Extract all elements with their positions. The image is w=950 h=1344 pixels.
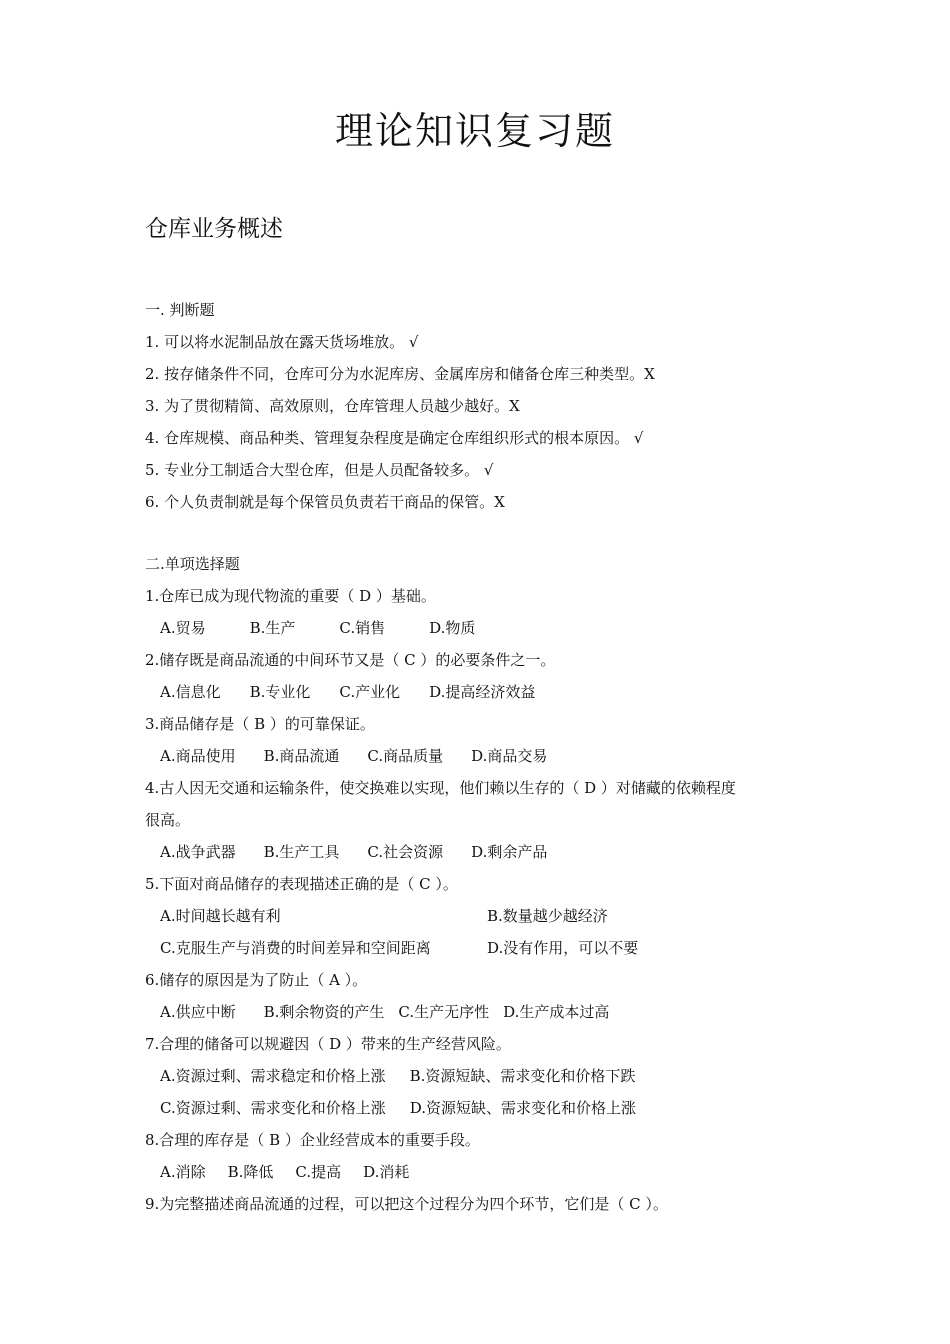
- option: B.剩余物资的产生: [263, 1003, 385, 1021]
- option: A.战争武器: [160, 843, 236, 861]
- document-title: 理论知识复习题: [334, 109, 615, 153]
- option: D.商品交易: [471, 747, 548, 765]
- option: B.生产: [249, 619, 296, 637]
- question-stem: 2.储存既是商品流通的中间环节又是（ C ）的必要条件之一。: [145, 651, 556, 669]
- question-options: [145, 836, 835, 868]
- option: D.剩余产品: [471, 843, 548, 861]
- question-options: [145, 1092, 835, 1124]
- option: C.克服生产与消费的时间差异和空间距离: [160, 939, 431, 957]
- option: B.降低: [227, 1163, 274, 1181]
- option: B.生产工具: [263, 843, 340, 861]
- option: D.物质: [429, 619, 476, 637]
- option: D.没有作用，可以不要: [487, 939, 639, 957]
- option: C.社会资源: [367, 843, 444, 861]
- option: A.贸易: [160, 619, 206, 637]
- option: D.资源短缺、需求变化和价格上涨: [409, 1099, 636, 1117]
- tf-item: 5. 专业分工制适合大型仓库，但是人员配备较多。 √: [145, 461, 494, 479]
- option: C.销售: [339, 619, 386, 637]
- question-options: [145, 612, 835, 644]
- section-heading: 二.单项选择题: [145, 555, 240, 573]
- question-stem: 9.为完整描述商品流通的过程，可以把这个过程分为四个环节，它们是（ C ）。: [145, 1195, 668, 1213]
- option: A.资源过剩、需求稳定和价格上涨: [160, 1067, 386, 1085]
- option: B.商品流通: [263, 747, 340, 765]
- tf-item: 1. 可以将水泥制品放在露天货场堆放。 √: [145, 333, 419, 351]
- question-options: [145, 900, 835, 932]
- tf-item: 2. 按存储条件不同，仓库可分为水泥库房、金属库房和储备仓库三种类型。X: [145, 365, 655, 383]
- section-heading: 一. 判断题: [145, 301, 215, 319]
- multiple-choice-section: [145, 548, 835, 1220]
- option: D.生产成本过高: [503, 1003, 610, 1021]
- option: A.消除: [160, 1163, 206, 1181]
- option: C.生产无序性: [398, 1003, 490, 1021]
- question-stem: 1.仓库已成为现代物流的重要（ D ）基础。: [145, 587, 436, 605]
- question-options: [145, 1156, 835, 1188]
- option: A.供应中断: [160, 1003, 236, 1021]
- option: D.提高经济效益: [429, 683, 536, 701]
- option: D.消耗: [363, 1163, 410, 1181]
- option: C.提高: [295, 1163, 342, 1181]
- question-options: [145, 676, 835, 708]
- section-title: 仓库业务概述: [145, 216, 283, 242]
- option: B.专业化: [249, 683, 311, 701]
- question-stem: 8.合理的库存是（ B ）企业经营成本的重要手段。: [145, 1131, 480, 1149]
- question-stem-continued: 很高。: [145, 811, 191, 829]
- question-stem: 4.古人因无交通和运输条件，使交换难以实现，他们赖以生存的（ D ）对储藏的依赖程度: [145, 779, 736, 797]
- option: A.商品使用: [160, 747, 236, 765]
- question-stem: 7.合理的储备可以规避因（ D ）带来的生产经营风险。: [145, 1035, 511, 1053]
- question-options: [145, 740, 835, 772]
- option: B.数量越少越经济: [487, 907, 608, 925]
- question-options: [145, 932, 835, 964]
- question-options: [145, 996, 835, 1028]
- question-stem: 6.储存的原因是为了防止（ A ）。: [145, 971, 368, 989]
- question-options: [145, 1060, 835, 1092]
- true-false-section: [145, 294, 835, 518]
- option: A.信息化: [160, 683, 221, 701]
- question-stem: 5.下面对商品储存的表现描述正确的是（ C ）。: [145, 875, 458, 893]
- tf-item: 3. 为了贯彻精简、高效原则，仓库管理人员越少越好。X: [145, 397, 520, 415]
- option: C.产业化: [339, 683, 401, 701]
- question-stem: 3.商品储存是（ B ）的可靠保证。: [145, 715, 375, 733]
- option: C.商品质量: [367, 747, 444, 765]
- option: B.资源短缺、需求变化和价格下跌: [409, 1067, 636, 1085]
- option: A.时间越长越有利: [160, 907, 281, 925]
- option: C.资源过剩、需求变化和价格上涨: [160, 1099, 386, 1117]
- tf-item: 4. 仓库规模、商品种类、管理复杂程度是确定仓库组织形式的根本原因。 √: [145, 429, 644, 447]
- tf-item: 6. 个人负责制就是每个保管员负责若干商品的保管。X: [145, 493, 505, 511]
